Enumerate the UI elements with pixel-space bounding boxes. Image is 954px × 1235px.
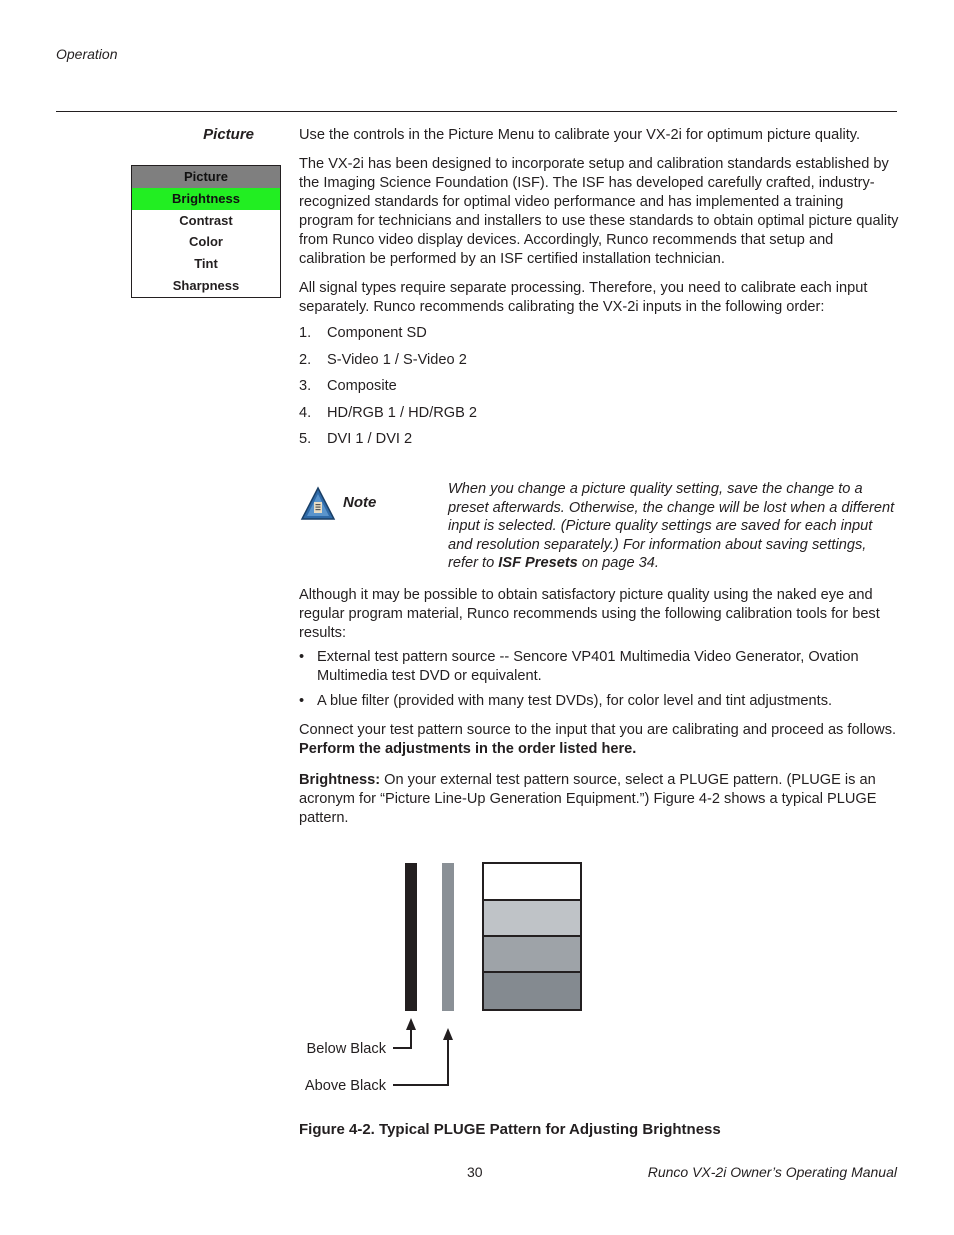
picture-menu-screenshot <box>131 165 281 298</box>
page-number: 30 <box>467 1164 483 1180</box>
pluge-pattern-figure <box>290 850 610 1100</box>
below-black-label: Below Black <box>306 1041 386 1057</box>
menu-item-brightness: Brightness <box>132 188 280 210</box>
light-gray-step <box>483 900 581 936</box>
menu-item-tint: Tint <box>194 256 218 272</box>
note-label: Note <box>343 494 377 511</box>
list-item: • External test pattern source -- Sencore VP401 Multimedia Video Generator, Ovation Multimedia test DVD or equivalent. <box>299 649 859 684</box>
isf-paragraph: The VX-2i has been designed to incorporate setup and calibration standards established by the Imaging Science Foundation (ISF). The ISF has developed carefully crafted, industry-recognized standards for optimal video performance and has implemented a training program for technicians and installers to use these standards to obtain optimal picture quality from Runco video display devices. Accordingly, Runco recommends that setup and calibration be performed by an ISF certified installation technician. <box>299 156 899 267</box>
tools-paragraph: Although it may be possible to obtain satisfactory picture quality using the naked eye and regular program material, Runco recommends using the following calibration tools for best results: <box>299 587 880 641</box>
manual-title: Runco VX-2i Owner’s Operating Manual <box>647 1164 897 1180</box>
list-item: 4. HD/RGB 1 / HD/RGB 2 <box>299 404 478 421</box>
intro-paragraph: Use the controls in the Picture Menu to calibrate your VX-2i for optimum picture quality. <box>299 127 861 143</box>
figure-caption: Figure 4-2. Typical PLUGE Pattern for Adjusting Brightness <box>299 1121 721 1138</box>
dark-gray-step <box>483 972 581 1010</box>
list-item: 5. DVI 1 / DVI 2 <box>299 431 413 447</box>
menu-item-sharpness: Sharpness <box>172 277 240 293</box>
menu-item-color: Color <box>189 234 223 250</box>
list-item: 1. Component SD <box>299 325 427 341</box>
signal-paragraph: All signal types require separate processing. Therefore, you need to calibrate each input separately. Runco recommends calibrating the VX-2i inputs in the following order: <box>299 280 868 315</box>
list-item: 2. S-Video 1 / S-Video 2 <box>299 351 467 368</box>
mid-gray-step <box>483 936 581 972</box>
connect-paragraph: Connect your test pattern source to the input that you are calibrating and proceed as follows. Perform the adjustments in the order listed here. <box>299 722 897 757</box>
list-item: 3. Composite <box>299 378 397 394</box>
above-black-bar <box>442 863 454 1011</box>
list-item: • A blue filter (provided with many test DVDs), for color level and tint adjustments. <box>299 692 833 709</box>
menu-title: Picture <box>132 166 280 188</box>
calibration-order-list <box>299 324 889 457</box>
note-text: When you change a picture quality setting, save the change to a preset afterwards. Otherwise, the change will be lost when a different input is selected. (Picture quality settings are saved for each input and resolution separately.) For information about saving settings, refer to ISF Presets on page 34. <box>448 481 895 571</box>
section-heading: Picture <box>203 126 254 143</box>
below-black-bar <box>405 863 417 1011</box>
isf-presets-reference: ISF Presets <box>498 555 578 571</box>
menu-item-contrast: Contrast <box>179 212 233 228</box>
tools-bullet-list <box>299 648 897 711</box>
running-header: Operation <box>56 46 118 62</box>
note-warning-icon <box>300 486 336 522</box>
brightness-paragraph: Brightness: On your external test pattern source, select a PLUGE pattern. (PLUGE is an acronym for “Picture Line-Up Generation Equipment.”) Figure 4-2 shows a typical PLUGE pattern. <box>299 772 877 826</box>
header-rule <box>56 111 897 112</box>
above-black-label: Above Black <box>304 1078 386 1094</box>
white-step <box>483 863 581 900</box>
